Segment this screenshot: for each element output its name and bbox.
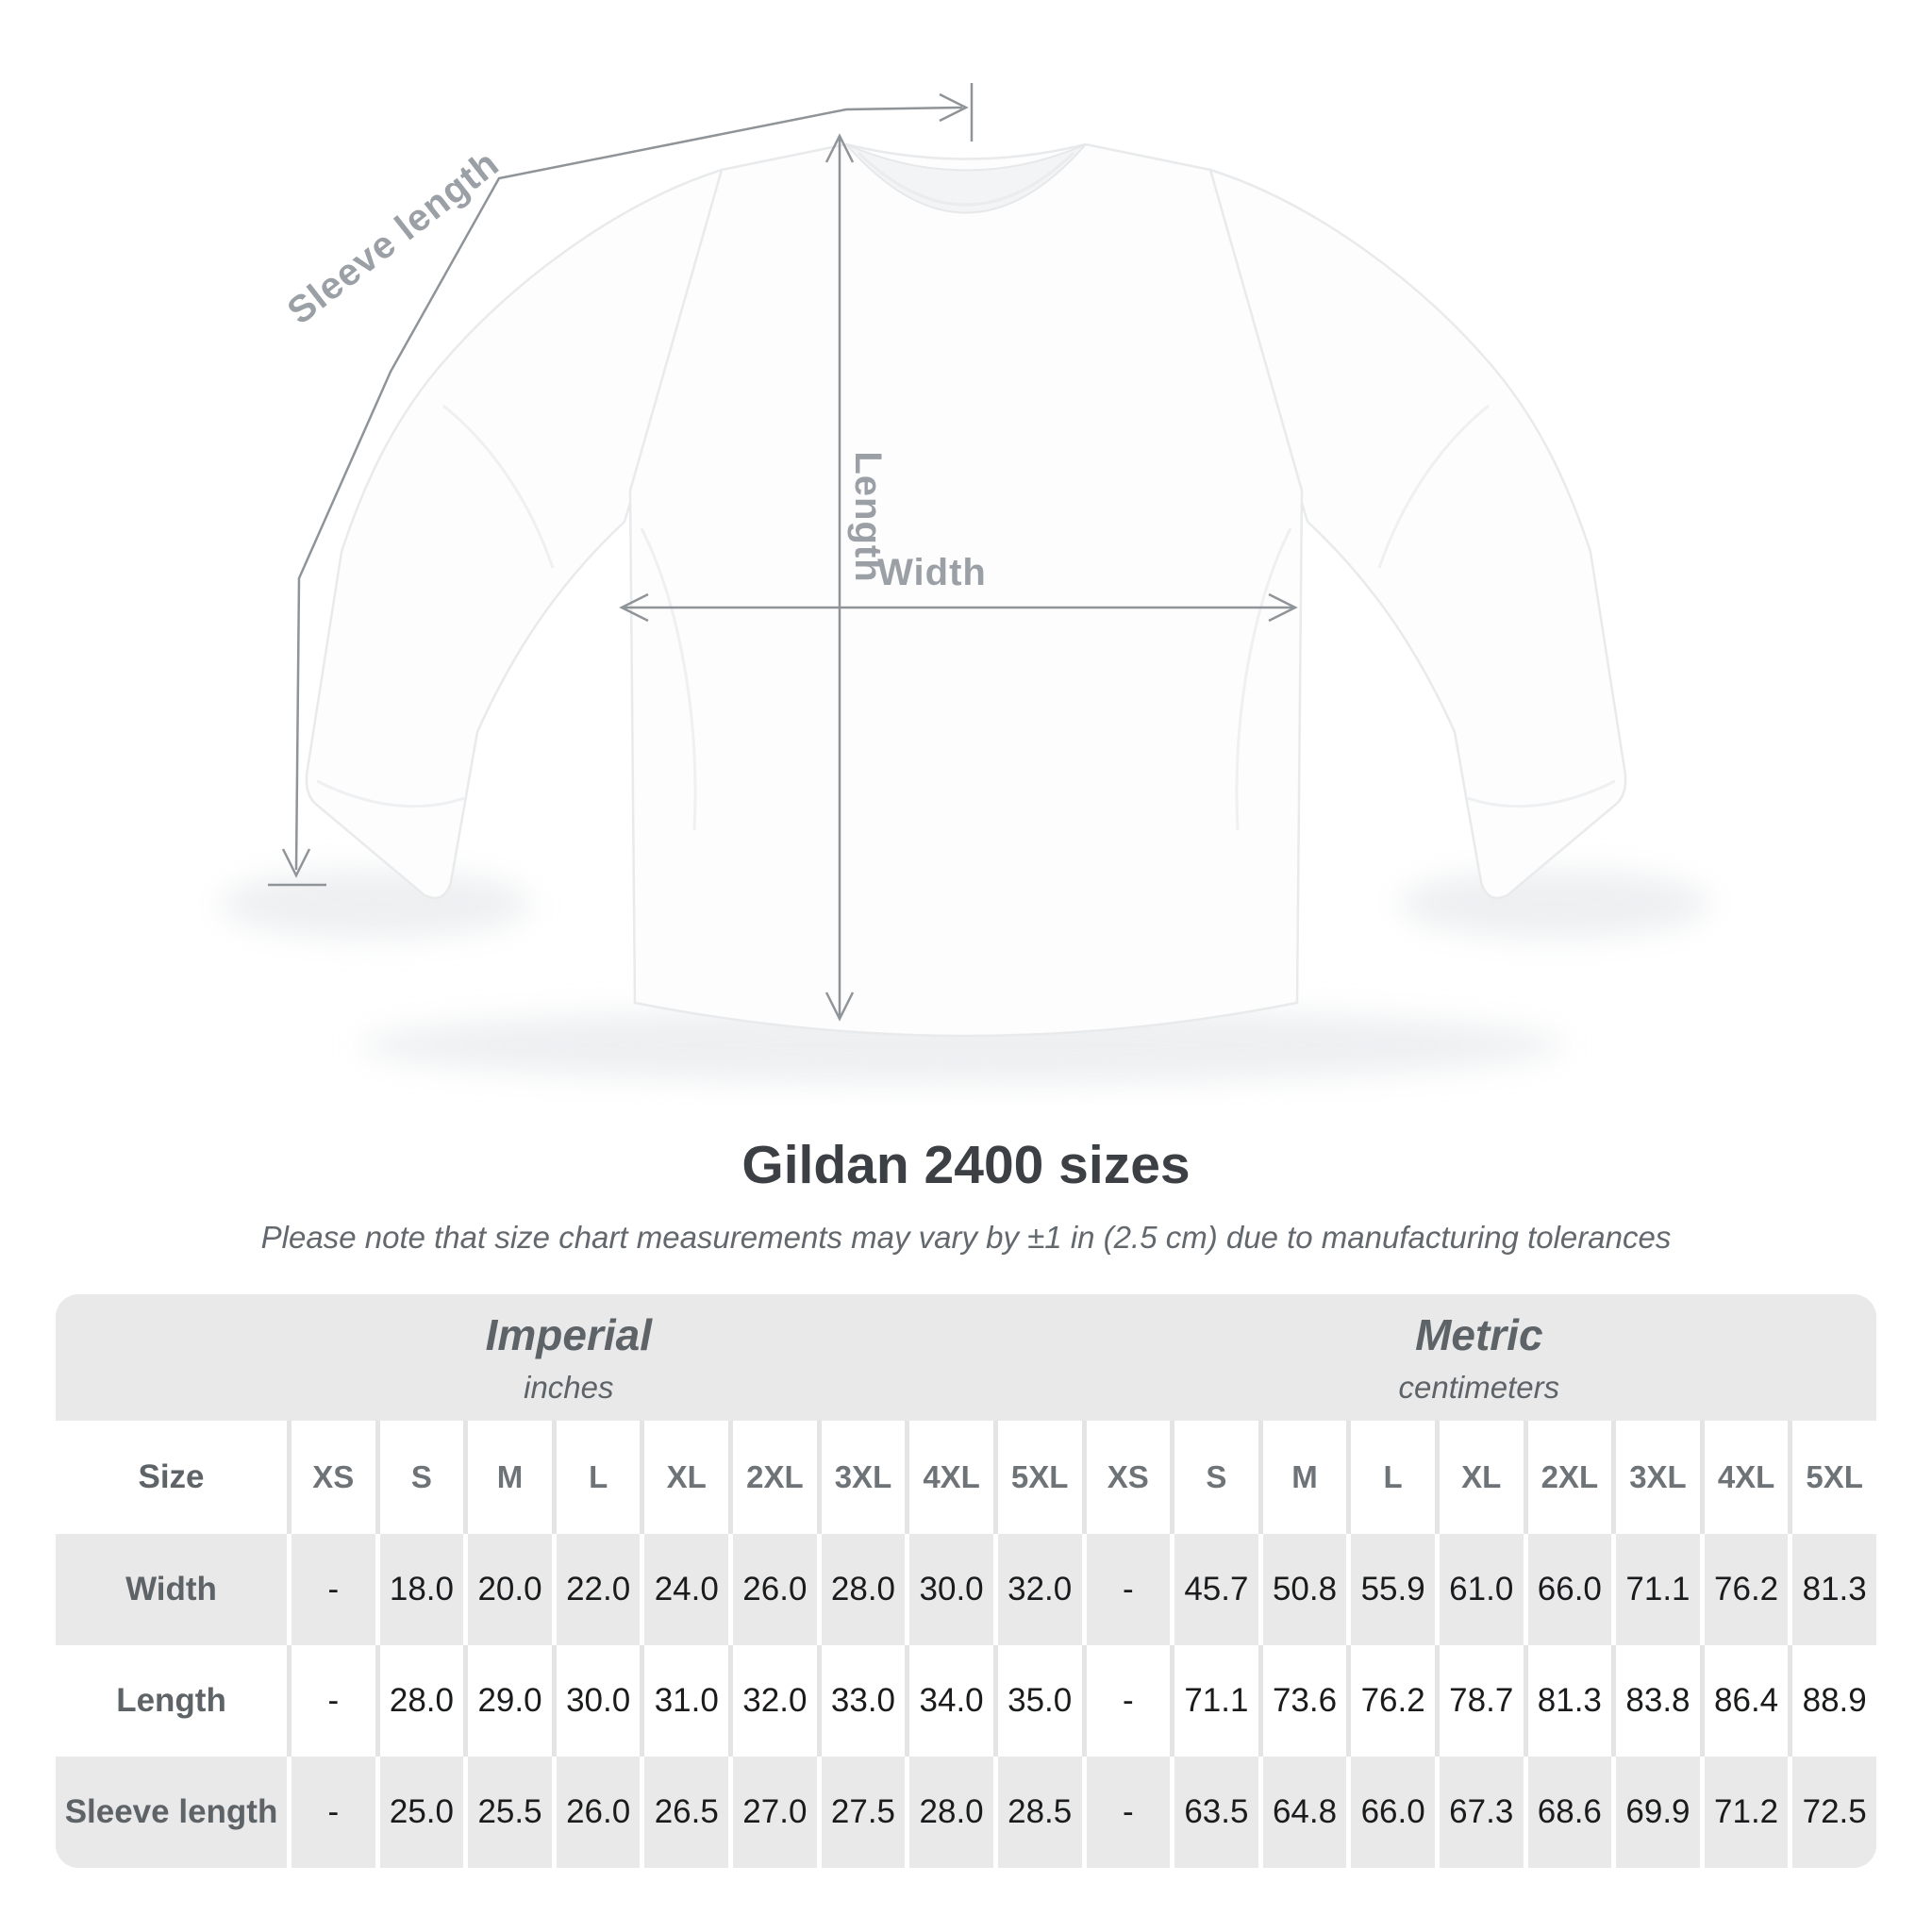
- imperial-value-cell: 26.5: [640, 1757, 728, 1868]
- metric-size-header: 5XL: [1788, 1421, 1876, 1534]
- imperial-value-cell: 26.0: [728, 1534, 817, 1645]
- imperial-value-cell: 32.0: [993, 1534, 1082, 1645]
- metric-band: [1082, 1294, 1876, 1421]
- metric-value-cell: 50.8: [1258, 1534, 1347, 1645]
- metric-value-cell: 68.6: [1524, 1757, 1612, 1868]
- metric-size-header: XL: [1435, 1421, 1524, 1534]
- imperial-size-header: S: [375, 1421, 464, 1534]
- metric-size-header: S: [1170, 1421, 1258, 1534]
- size-table-grid: [56, 1421, 1876, 1868]
- metric-size-header: XS: [1082, 1421, 1171, 1534]
- imperial-value-cell: 28.0: [817, 1534, 906, 1645]
- imperial-label: Imperial: [485, 1310, 653, 1359]
- metric-value-cell: 78.7: [1435, 1645, 1524, 1757]
- metric-value-cell: 73.6: [1258, 1645, 1347, 1757]
- size-table: [56, 1294, 1876, 1868]
- imperial-value-cell: 31.0: [640, 1645, 728, 1757]
- imperial-unit-label: inches: [524, 1370, 614, 1405]
- metric-value-cell: 66.0: [1524, 1534, 1612, 1645]
- metric-unit-label: centimeters: [1398, 1370, 1560, 1405]
- metric-value-cell: 81.3: [1788, 1534, 1876, 1645]
- metric-value-cell: 71.2: [1700, 1757, 1789, 1868]
- imperial-value-cell: 28.0: [375, 1645, 464, 1757]
- imperial-size-header: XS: [287, 1421, 375, 1534]
- imperial-band: [56, 1294, 1082, 1421]
- imperial-value-cell: 30.0: [552, 1645, 641, 1757]
- imperial-value-cell: -: [287, 1757, 375, 1868]
- imperial-value-cell: 25.5: [463, 1757, 552, 1868]
- metric-value-cell: 81.3: [1524, 1645, 1612, 1757]
- metric-value-cell: 69.9: [1611, 1757, 1700, 1868]
- tolerance-note: Please note that size chart measurements may vary by ±1 in (2.5 cm) due to manufacturing tolerances: [260, 1220, 1672, 1255]
- imperial-value-cell: 25.0: [375, 1757, 464, 1868]
- metric-value-cell: 63.5: [1170, 1757, 1258, 1868]
- metric-value-cell: 55.9: [1346, 1534, 1435, 1645]
- imperial-value-cell: -: [287, 1534, 375, 1645]
- metric-value-cell: 67.3: [1435, 1757, 1524, 1868]
- size-column-header: Size: [56, 1421, 287, 1534]
- imperial-size-header: M: [463, 1421, 552, 1534]
- metric-value-cell: 66.0: [1346, 1757, 1435, 1868]
- imperial-size-header: L: [552, 1421, 641, 1534]
- imperial-value-cell: 29.0: [463, 1645, 552, 1757]
- metric-size-header: M: [1258, 1421, 1347, 1534]
- page-title: Gildan 2400 sizes: [741, 1135, 1191, 1195]
- row-label-cell: Length: [56, 1645, 287, 1757]
- metric-value-cell: 71.1: [1170, 1645, 1258, 1757]
- metric-label: Metric: [1415, 1310, 1543, 1359]
- imperial-value-cell: 20.0: [463, 1534, 552, 1645]
- imperial-size-header: 3XL: [817, 1421, 906, 1534]
- imperial-value-cell: 28.5: [993, 1757, 1082, 1868]
- metric-value-cell: 88.9: [1788, 1645, 1876, 1757]
- imperial-value-cell: 27.0: [728, 1757, 817, 1868]
- metric-size-header: 4XL: [1700, 1421, 1789, 1534]
- imperial-value-cell: 26.0: [552, 1757, 641, 1868]
- imperial-value-cell: 24.0: [640, 1534, 728, 1645]
- imperial-size-header: XL: [640, 1421, 728, 1534]
- imperial-size-header: 4XL: [905, 1421, 993, 1534]
- metric-value-cell: 76.2: [1346, 1645, 1435, 1757]
- row-label-cell: Width: [56, 1534, 287, 1645]
- metric-value-cell: 86.4: [1700, 1645, 1789, 1757]
- imperial-value-cell: 32.0: [728, 1645, 817, 1757]
- imperial-value-cell: 22.0: [552, 1534, 641, 1645]
- unit-band: [56, 1294, 1876, 1421]
- metric-value-cell: 72.5: [1788, 1757, 1876, 1868]
- imperial-size-header: 5XL: [993, 1421, 1082, 1534]
- imperial-value-cell: 30.0: [905, 1534, 993, 1645]
- metric-value-cell: -: [1082, 1757, 1171, 1868]
- metric-value-cell: 76.2: [1700, 1534, 1789, 1645]
- imperial-value-cell: 18.0: [375, 1534, 464, 1645]
- width-label: Width: [877, 552, 987, 593]
- imperial-value-cell: 34.0: [905, 1645, 993, 1757]
- metric-value-cell: -: [1082, 1534, 1171, 1645]
- sleeve-length-label: Sleeve length: [279, 142, 508, 333]
- metric-value-cell: 64.8: [1258, 1757, 1347, 1868]
- imperial-value-cell: 35.0: [993, 1645, 1082, 1757]
- metric-value-cell: -: [1082, 1645, 1171, 1757]
- imperial-size-header: 2XL: [728, 1421, 817, 1534]
- metric-value-cell: 45.7: [1170, 1534, 1258, 1645]
- metric-value-cell: 71.1: [1611, 1534, 1700, 1645]
- imperial-value-cell: 27.5: [817, 1757, 906, 1868]
- length-label: Length: [847, 451, 889, 583]
- metric-size-header: 3XL: [1611, 1421, 1700, 1534]
- metric-size-header: 2XL: [1524, 1421, 1612, 1534]
- metric-size-header: L: [1346, 1421, 1435, 1534]
- imperial-value-cell: 33.0: [817, 1645, 906, 1757]
- metric-value-cell: 61.0: [1435, 1534, 1524, 1645]
- row-label-cell: Sleeve length: [56, 1757, 287, 1868]
- imperial-value-cell: 28.0: [905, 1757, 993, 1868]
- metric-value-cell: 83.8: [1611, 1645, 1700, 1757]
- imperial-value-cell: -: [287, 1645, 375, 1757]
